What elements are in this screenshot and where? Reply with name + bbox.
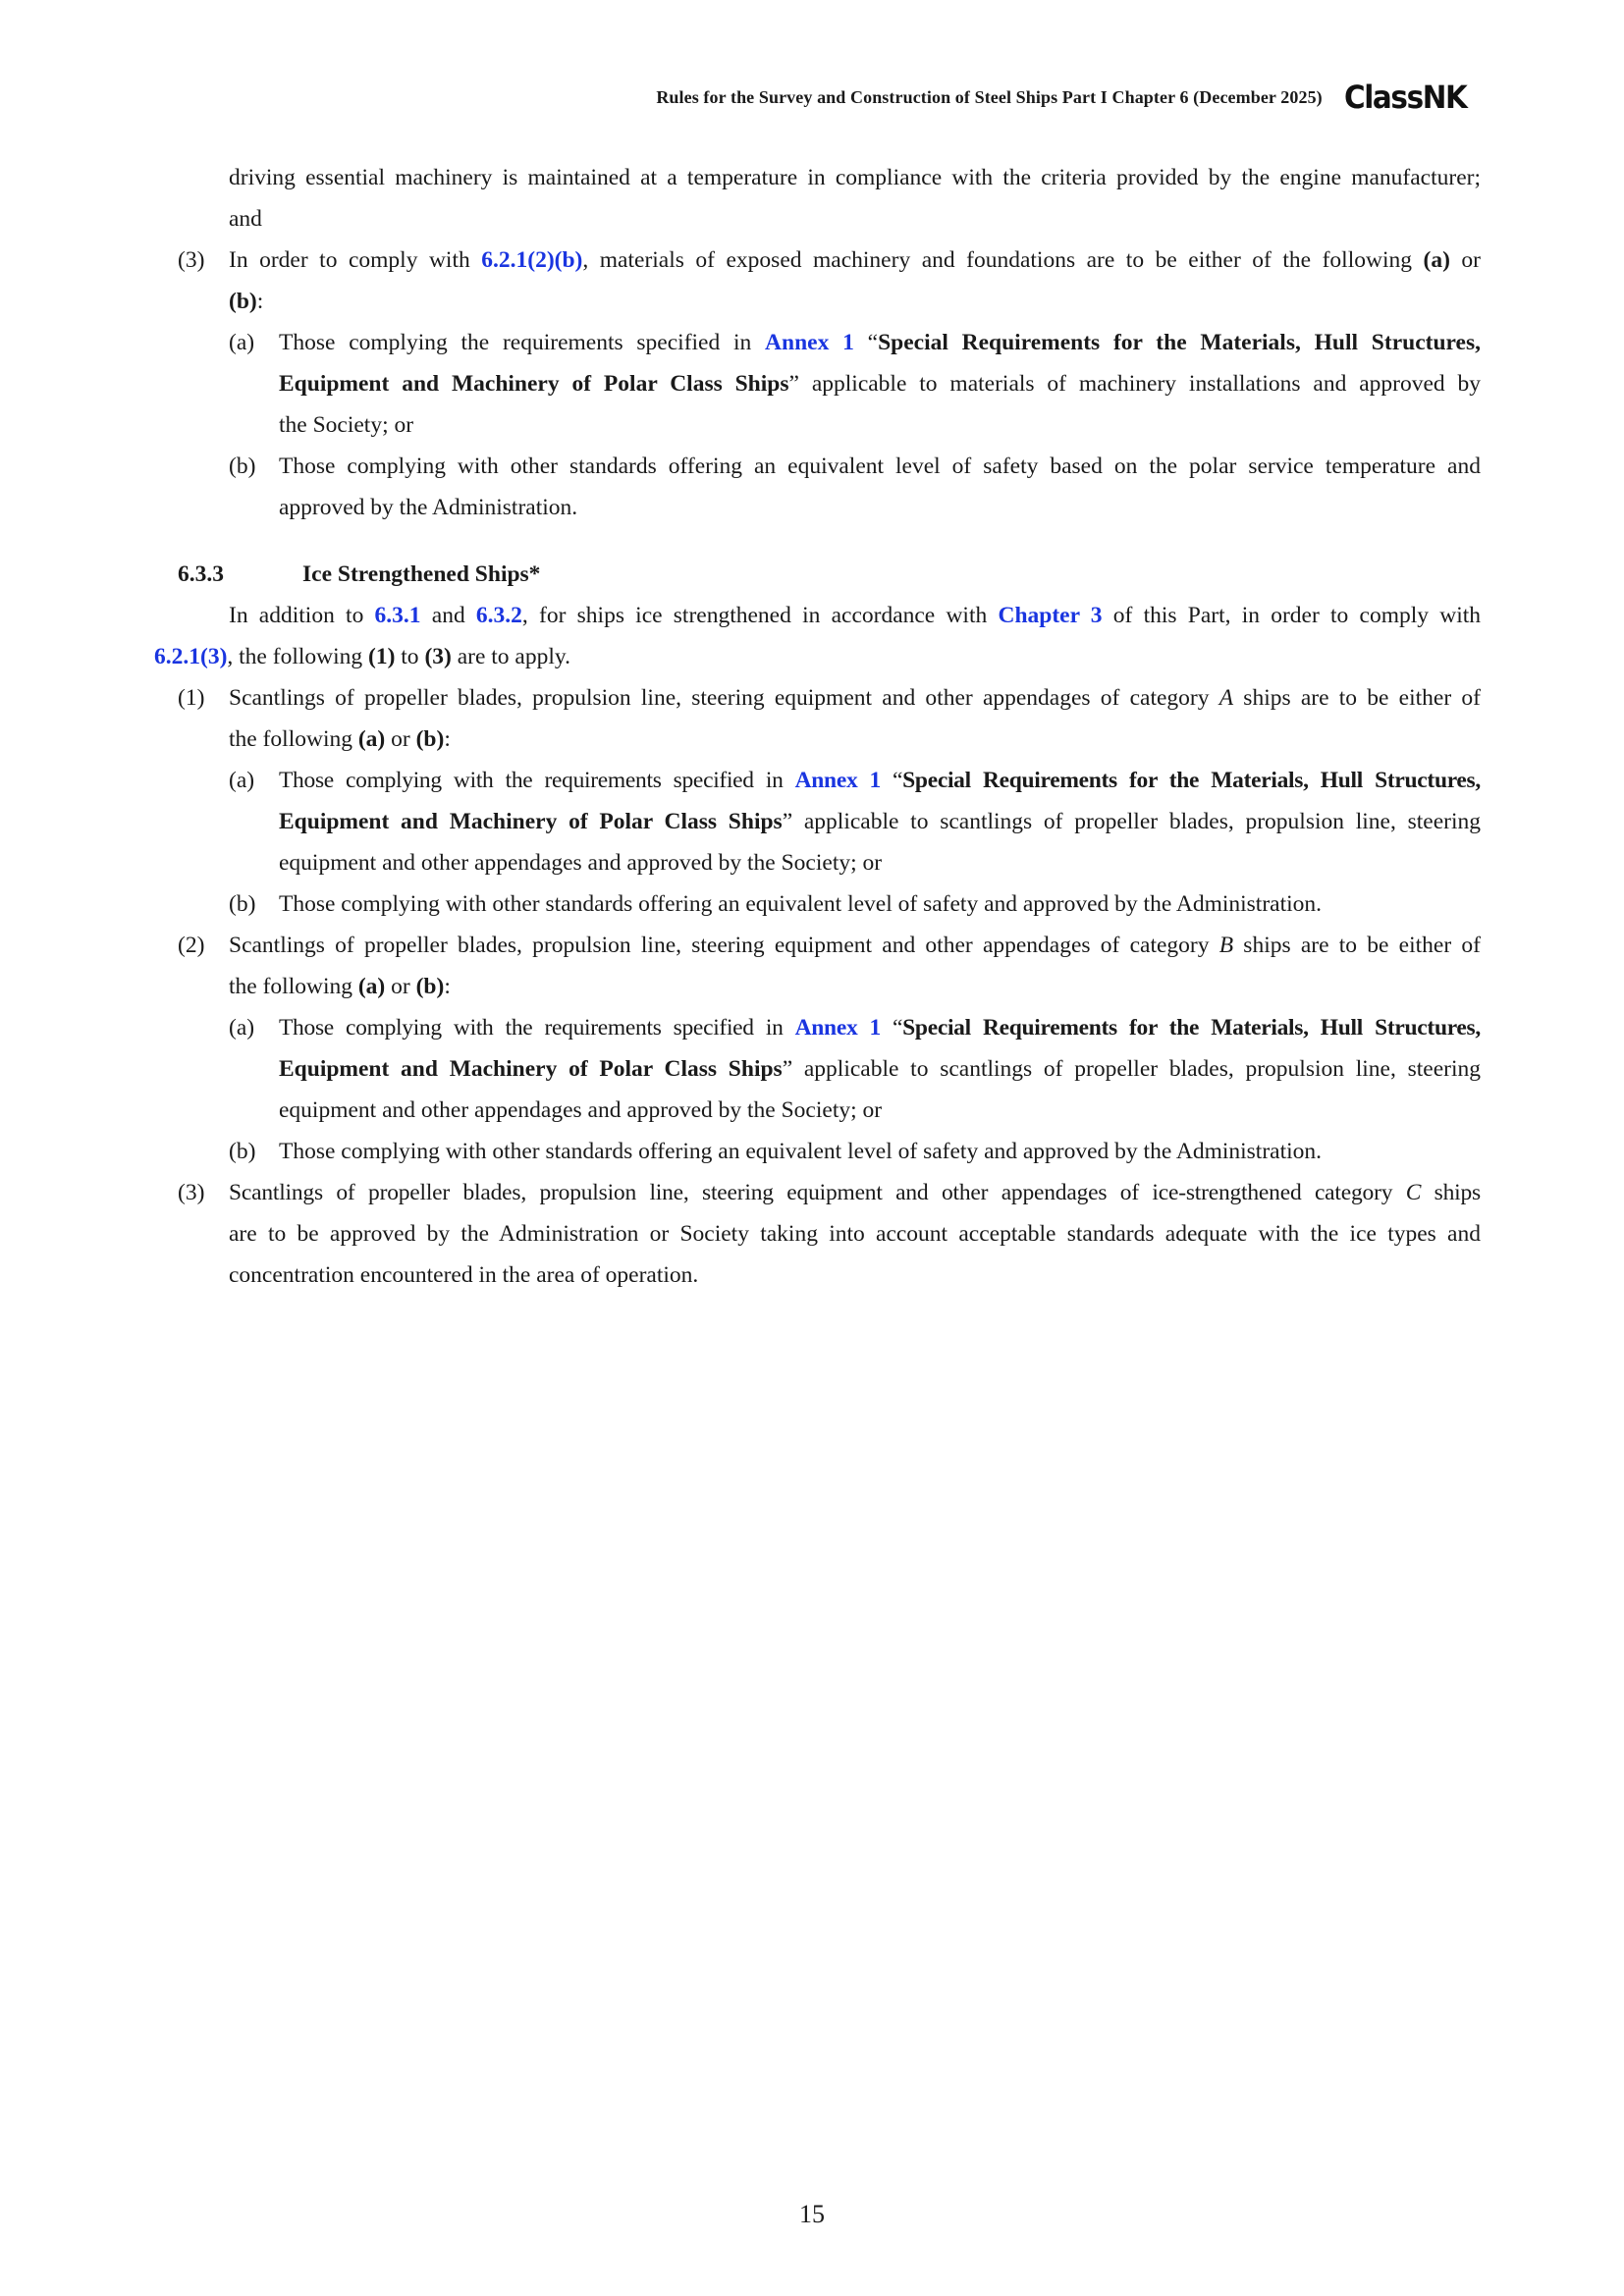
text-line: (b):	[229, 289, 264, 314]
list-number: (3)	[178, 1180, 205, 1205]
text-line: Equipment and Machinery of Polar Class Ships” applicable to scantlings of propeller blades, propulsion line, steering	[279, 809, 1481, 834]
annex-link[interactable]: Annex 1	[765, 330, 854, 355]
text-line: concentration encountered in the area of operation.	[229, 1262, 699, 1288]
running-header-title: Rules for the Survey and Construction of Steel Ships Part I Chapter 6 (December 2025)	[656, 86, 1323, 107]
chapter-link[interactable]: Chapter 3	[998, 603, 1103, 628]
cross-reference-link[interactable]: 6.3.1	[374, 603, 421, 628]
text-line: Those complying with other standards offering an equivalent level of safety based on the polar service temperature and	[279, 454, 1481, 479]
text-line: the Society; or	[279, 412, 414, 438]
classnk-logo: ClassNK	[1343, 79, 1467, 116]
text-line: equipment and other appendages and approved by the Society; or	[279, 1097, 883, 1123]
list-number: (a)	[229, 768, 255, 793]
text-line: Equipment and Machinery of Polar Class Ships” applicable to materials of machinery installations and approved by	[279, 371, 1482, 397]
text-line: Equipment and Machinery of Polar Class Ships” applicable to scantlings of propeller blades, propulsion line, steering	[279, 1056, 1481, 1082]
text-line: equipment and other appendages and approved by the Society; or	[279, 850, 883, 876]
annex-link[interactable]: Annex 1	[794, 768, 881, 793]
list-number: (a)	[229, 1015, 255, 1041]
section-number: 6.3.3	[178, 561, 224, 587]
text-line: Those complying with other standards offering an equivalent level of safety and approved by the Administration.	[279, 1139, 1323, 1164]
text-line: Those complying the requirements specified in Annex 1 “Special Requirements for the Materials, Hull Structures,	[279, 330, 1481, 355]
text-line: Those complying with the requirements specified in Annex 1 “Special Requirements for the Materials, Hull Structures,	[279, 768, 1481, 793]
text-line: and	[229, 206, 262, 232]
cross-reference-link[interactable]: 6.2.1(3)	[154, 644, 228, 669]
list-number: (3)	[178, 247, 205, 273]
page-number: 15	[799, 2200, 825, 2228]
text-line: approved by the Administration.	[279, 495, 578, 520]
text-line: are to be approved by the Administration or Society taking into account acceptable standards adequate with the ice types and	[229, 1221, 1481, 1247]
text-line: Those complying with other standards offering an equivalent level of safety and approved by the Administration.	[279, 891, 1323, 917]
text-line: 6.2.1(3), the following (1) to (3) are to apply.	[154, 644, 570, 669]
list-number: (b)	[229, 454, 256, 479]
text-line: Scantlings of propeller blades, propulsion line, steering equipment and other appendages of ice-strengthened category C ships	[229, 1180, 1481, 1205]
cross-reference-link[interactable]: 6.3.2	[475, 603, 522, 628]
list-number: (b)	[229, 1139, 256, 1164]
section-heading: Ice Strengthened Ships*	[302, 561, 541, 587]
list-number: (2)	[178, 933, 205, 958]
text-line: In order to comply with 6.2.1(2)(b), materials of exposed machinery and foundations are to be either of the following (a) or	[229, 247, 1481, 273]
list-number: (a)	[229, 330, 255, 355]
text-line: In addition to 6.3.1 and 6.3.2, for ships ice strengthened in accordance with Chapter 3 of this Part, in order to comply with	[229, 603, 1481, 628]
text-line: the following (a) or (b):	[229, 726, 451, 752]
text-line: Scantlings of propeller blades, propulsion line, steering equipment and other appendages of category B ships are to be either of	[229, 933, 1481, 958]
cross-reference-link[interactable]: 6.2.1(2)(b)	[481, 247, 583, 273]
text-line: driving essential machinery is maintained at a temperature in compliance with the criteria provided by the engine manufacturer;	[229, 165, 1481, 190]
text-line: Scantlings of propeller blades, propulsion line, steering equipment and other appendages of category A ships are to be either of	[229, 685, 1481, 711]
text-line: Those complying with the requirements specified in Annex 1 “Special Requirements for the Materials, Hull Structures,	[279, 1015, 1481, 1041]
text-line: the following (a) or (b):	[229, 974, 451, 999]
annex-link[interactable]: Annex 1	[794, 1015, 881, 1041]
page-header	[656, 79, 1477, 116]
list-number: (1)	[178, 685, 205, 711]
list-number: (b)	[229, 891, 256, 917]
